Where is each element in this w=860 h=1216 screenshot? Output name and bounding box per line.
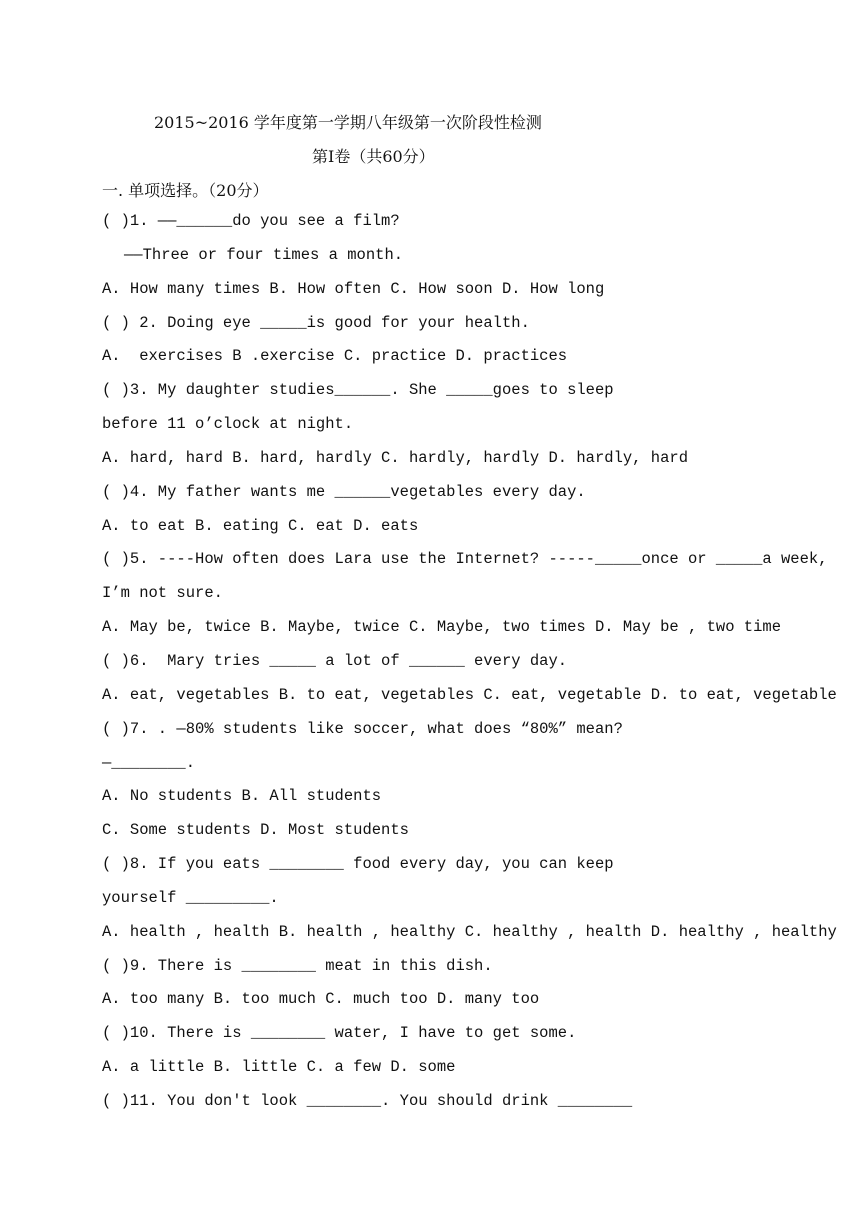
question-7-options-cd: C. Some students D. Most students xyxy=(102,821,409,840)
question-9-options: A. too many B. too much C. much too D. many too xyxy=(102,990,540,1009)
question-5-options: A. May be, twice B. Maybe, twice C. Maybe, two times D. May be , two time xyxy=(102,618,782,637)
paper-part-heading: 第Ⅰ卷（共60分） xyxy=(312,147,435,166)
question-7-options-ab: A. No students B. All students xyxy=(102,787,382,806)
question-6-options: A. eat, vegetables B. to eat, vegetables C. eat, vegetable D. to eat, vegetable xyxy=(102,685,837,704)
question-3-options: A. hard, hard B. hard, hardly C. hardly, hardly D. hardly, hard xyxy=(102,448,688,467)
question-8: ( )8. If you eats ________ food every day, you can keep xyxy=(102,855,614,874)
question-5: ( )5. ----How often does Lara use the Internet? -----_____once or _____a week, xyxy=(102,550,828,569)
exam-title: 2015~2016 学年度第一学期八年级第一次阶段性检测 xyxy=(154,113,542,132)
question-8-continued: yourself _________. xyxy=(102,888,279,907)
question-10-options: A. a little B. little C. a few D. some xyxy=(102,1058,456,1077)
question-7-answer-line: —________. xyxy=(102,753,196,772)
question-4: ( )4. My father wants me ______vegetables every day. xyxy=(102,482,586,501)
question-2: ( ) 2. Doing eye _____is good for your health. xyxy=(102,313,530,332)
question-3: ( )3. My daughter studies______. She _____goes to sleep xyxy=(102,381,614,400)
question-4-options: A. to eat B. eating C. eat D. eats xyxy=(102,516,419,535)
section-heading: 一. 单项选择。（20分） xyxy=(102,181,269,200)
question-list xyxy=(102,210,837,1124)
question-11: ( )11. You don't look ________. You should drink ________ xyxy=(102,1091,633,1110)
question-5-continued: I’m not sure. xyxy=(102,584,223,603)
question-6: ( )6. Mary tries _____ a lot of ______ every day. xyxy=(102,651,568,670)
question-10: ( )10. There is ________ water, I have to get some. xyxy=(102,1024,577,1043)
question-9: ( )9. There is ________ meat in this dish. xyxy=(102,956,493,975)
question-1-answer-line: ——Three or four times a month. xyxy=(124,245,404,264)
question-1-options: A. How many times B. How often C. How soon D. How long xyxy=(102,279,605,298)
question-2-options: A. exercises B .exercise C. practice D. practices xyxy=(102,347,568,366)
question-7: ( )7. . —80% students like soccer, what does “80%” mean? xyxy=(102,719,623,738)
question-3-continued: before 11 o’clock at night. xyxy=(102,415,354,434)
question-1: ( )1. ——______do you see a film? xyxy=(102,212,400,230)
question-8-options: A. health , health B. health , healthy C. healthy , health D. healthy , healthy xyxy=(102,922,837,941)
